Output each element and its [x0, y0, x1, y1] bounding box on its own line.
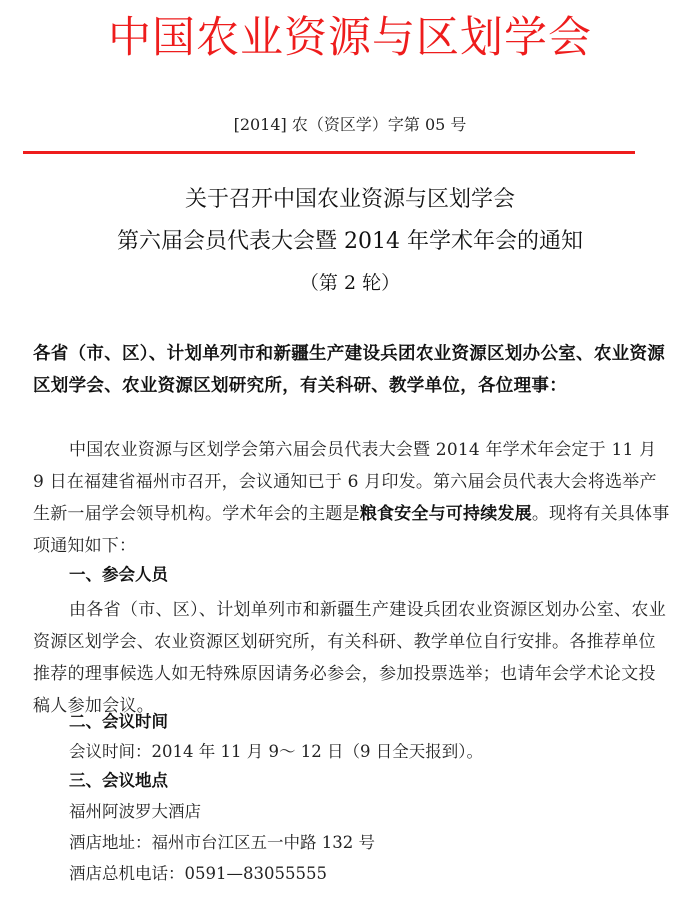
section-heading-attendees: 一、参会人员	[69, 565, 168, 584]
notice-round: （第 2 轮）	[299, 272, 401, 294]
hotel-address: 酒店地址：福州市台江区五一中路 132 号	[69, 833, 375, 852]
notice-title-line2: 第六届会员代表大会暨 2014 年学术年会的通知	[117, 229, 583, 254]
hotel-name: 福州阿波罗大酒店	[69, 802, 201, 821]
section-heading-time: 二、会议时间	[69, 712, 168, 731]
organization-title: 中国农业资源与区划学会	[108, 13, 592, 63]
addressee: 各省（市、区）、计划单列市和新疆生产建设兵团农业资源区划办公室、农业资源区划学会、农业资源区划研究所，有关科研、教学单位，各位理事：	[33, 344, 666, 396]
document-number: [2014] 农（资区学）字第 05 号	[233, 115, 467, 134]
intro-text-end: 。现将有关具体事项通知如下：	[33, 504, 670, 556]
section-heading-venue: 三、会议地点	[69, 771, 168, 790]
hotel-phone: 酒店总机电话：0591—83055555	[69, 864, 327, 883]
attendees-paragraph: 由各省（市、区）、计划单列市和新疆生产建设兵团农业资源区划办公室、农业资源区划学会、农业资源区划研究所，有关科研、教学单位自行安排。各推荐单位推荐的理事候选人如无特殊原因请务必参会，参加投票选举；也请年会学术论文投稿人参加会议。	[33, 600, 666, 716]
red-divider-rule	[23, 151, 635, 154]
notice-title-line1: 关于召开中国农业资源与区划学会	[184, 187, 515, 212]
meeting-time: 会议时间：2014 年 11 月 9～ 12 日（9 日全天报到）。	[69, 742, 483, 761]
intro-text: 中国农业资源与区划学会第六届会员代表大会暨 2014 年学术年会定于 11 月 9 日在福建省福州市召开，会议通知已于 6 月印发。第六届会员代表大会将选举产生新一届学会领导机构。学术年会的主题是	[33, 440, 657, 524]
intro-paragraph	[33, 434, 670, 562]
conference-theme: 粮食安全与可持续发展	[359, 504, 532, 524]
